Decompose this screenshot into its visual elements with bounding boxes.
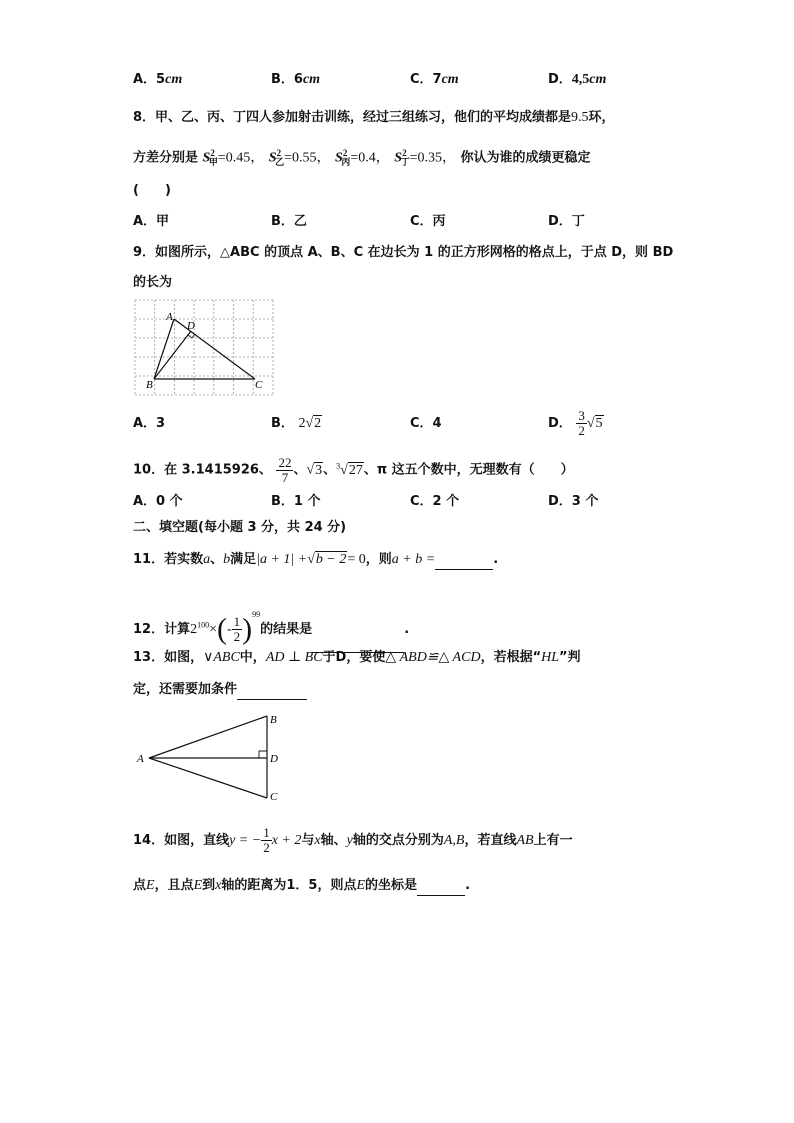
q10-option-b: B．1 个: [271, 494, 321, 509]
q8-option-b: B．乙: [271, 214, 307, 229]
q9-line2: 的长为: [133, 275, 173, 290]
q10-option-d: D．3 个: [548, 494, 599, 509]
q13-line1: 13．如图，∨ABC中，AD ⊥ BC于D，要使△ ABD≌△ ACD，若根据“HL”判: [133, 650, 581, 665]
q13-side-ac: [149, 758, 267, 798]
q7-option-d: D．4,5cm: [548, 72, 607, 87]
q8-option-d: D．丁: [548, 214, 585, 229]
q8-line2: 方差分别是 $S^2_甲=0.45$， $S^2_乙=0.55$， $S^2_丙=0.4$， $S^2_丁=0.35$， 你认为谁的成绩更稳定: [133, 148, 591, 168]
q13-line2: 定，还需要加条件: [133, 680, 307, 700]
q9-label-d: D: [187, 320, 195, 332]
q13-figure: [133, 708, 293, 808]
q7-option-a: A．5cm: [133, 72, 183, 87]
q8-line1: 8．甲、乙、丙、丁四人参加射击训练，经过三组练习，他们的平均成绩都是9.5环，: [133, 110, 615, 125]
q14-line1: 14．如图，直线y = − $\frac{1}{2}$ x + 2与x轴、y轴的交点分别为A,B，若直线AB上有一: [133, 825, 573, 855]
q13-label-d: D: [270, 753, 278, 765]
q9-label-a: A: [166, 311, 173, 323]
q10-option-a: A．0 个: [133, 494, 183, 509]
q9-side-ab: [154, 319, 174, 379]
q9-label-b: B: [146, 379, 153, 391]
q9-option-b: B． 2√2: [271, 416, 322, 431]
q10-option-c: C．2 个: [410, 494, 460, 509]
q7-option-c: C．7cm: [410, 72, 459, 87]
q9-grid-figure: [133, 298, 278, 401]
q9-label-c: C: [255, 379, 263, 391]
q8-option-a: A．甲: [133, 214, 170, 229]
q9-option-d: D． $\frac{3}{2}$ √5: [548, 408, 603, 438]
q9-option-c: C．4: [410, 416, 442, 431]
q13-label-b: B: [270, 714, 277, 726]
q11-line: 11．若实数a、b满足|a + 1| +√b − 2= 0，则a + b = .: [133, 550, 498, 570]
q13-right-angle: [259, 751, 267, 758]
q8-paren: ( ): [133, 183, 171, 198]
q8-option-c: C．丙: [410, 214, 446, 229]
q9-line1: 9．如图所示，△ABC 的顶点 A、B、C 在边长为 1 的正方形网格的格点上，于点 D，则 BD: [133, 245, 674, 260]
q10-line: 10．在 3.1415926、 $\frac{22}{7}$ 、√3、$^3$√27、π 这五个数中，无理数有（ ）: [133, 454, 574, 485]
q14-line2: 点E，且点E到x轴的距离为1．5，则点E的坐标是 .: [133, 876, 470, 896]
q9-option-a: A．3: [133, 416, 166, 431]
q12-line: 12．计算$2^{100}\times(-$ $\frac{1}{2}$ )$^{99}$的结果是 .: [133, 592, 409, 653]
q13-side-ab: [149, 716, 267, 758]
q13-label-a: A: [137, 753, 144, 765]
section-heading: 二、填空题(每小题 3 分，共 24 分): [133, 520, 347, 535]
q7-option-b: B．6cm: [271, 72, 321, 87]
q13-label-c: C: [270, 791, 278, 803]
